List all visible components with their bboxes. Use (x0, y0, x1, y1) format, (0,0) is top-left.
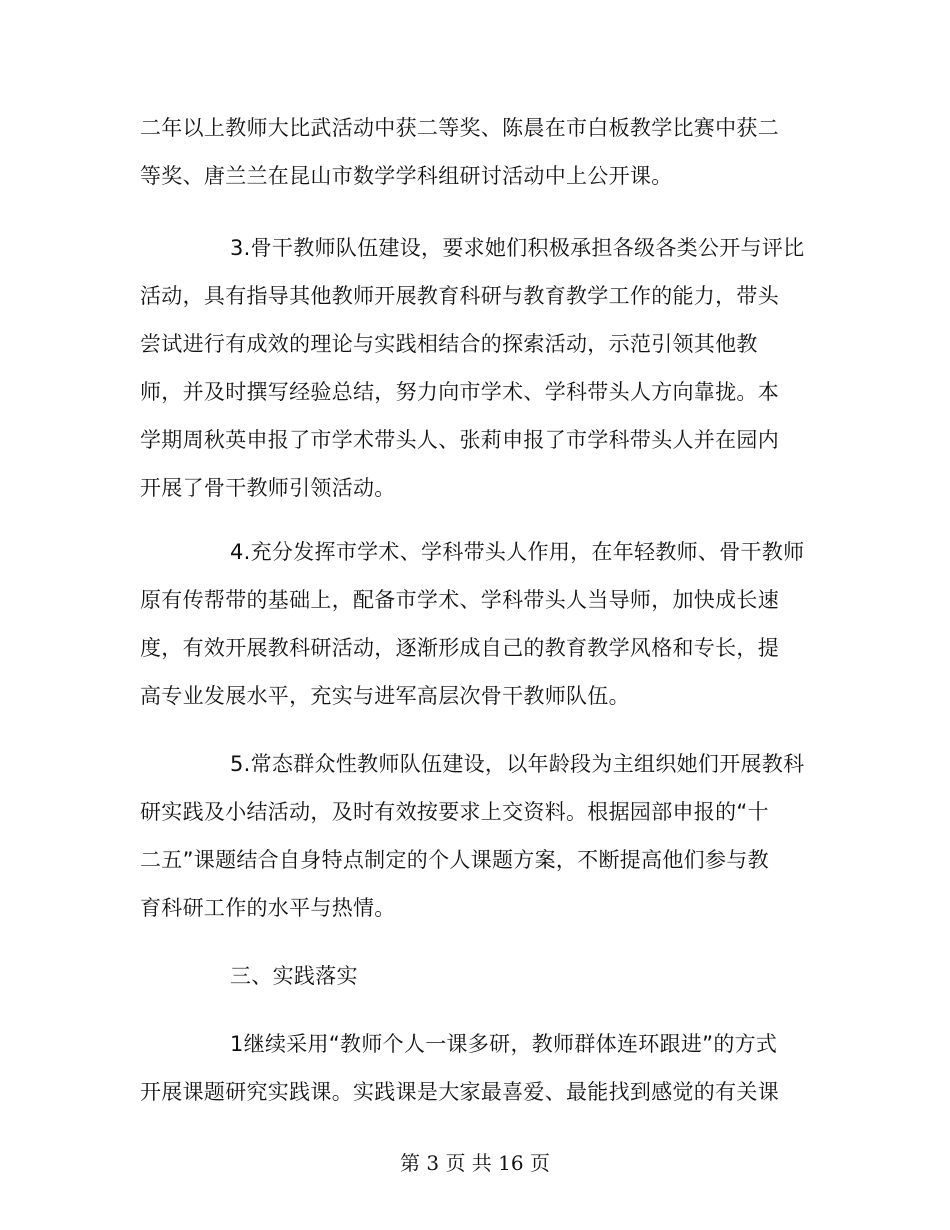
page-number-footer: 第 3 页 共 16 页 (400, 1151, 550, 1175)
text-line: 育科研工作的水平与热情。 (140, 896, 396, 920)
text-line: 原有传帮带的基础上，配备市学术、学科带头人当导师，加快成长速 (140, 588, 779, 612)
text-line: 高专业发展水平，充实与进军高层次骨干教师队伍。 (140, 684, 630, 708)
text-line: 4.充分发挥市学术、学科带头人作用，在年轻教师、骨干教师 (230, 540, 805, 564)
text-line: 度，有效开展教科研活动，逐渐形成自己的教育教学风格和专长，提 (140, 636, 779, 660)
text-line: 学期周秋英申报了市学术带头人、张莉申报了市学科带头人并在园内 (140, 428, 779, 452)
text-line: 研实践及小结活动，及时有效按要求上交资料。根据园部申报的“十 (140, 800, 769, 824)
text-line: 二五”课题结合自身特点制定的个人课题方案，不断提高他们参与教 (140, 848, 769, 872)
text-line: 开展课题研究实践课。实践课是大家最喜爱、最能找到感觉的有关课 (140, 1080, 779, 1104)
text-line: 3.骨干教师队伍建设，要求她们积极承担各级各类公开与评比 (230, 236, 805, 260)
text-line: 1继续采用“教师个人一课多研，教师群体连环跟进”的方式 (230, 1032, 778, 1056)
text-line: 师，并及时撰写经验总结，努力向市学术、学科带头人方向靠拢。本 (140, 380, 779, 404)
text-line: 等奖、唐兰兰在昆山市数学学科组研讨活动中上公开课。 (140, 164, 673, 188)
text-line: 活动，具有指导其他教师开展教育科研与教育教学工作的能力，带头 (140, 284, 779, 308)
section-heading: 三、实践落实 (230, 964, 358, 988)
text-line: 5.常态群众性教师队伍建设，以年龄段为主组织她们开展教科 (230, 752, 805, 776)
text-line: 尝试进行有成效的理论与实践相结合的探索活动，示范引领其他教 (140, 332, 758, 356)
text-line: 二年以上教师大比武活动中获二等奖、陈晨在市白板教学比赛中获二 (140, 116, 779, 140)
text-line: 开展了骨干教师引领活动。 (140, 476, 396, 500)
